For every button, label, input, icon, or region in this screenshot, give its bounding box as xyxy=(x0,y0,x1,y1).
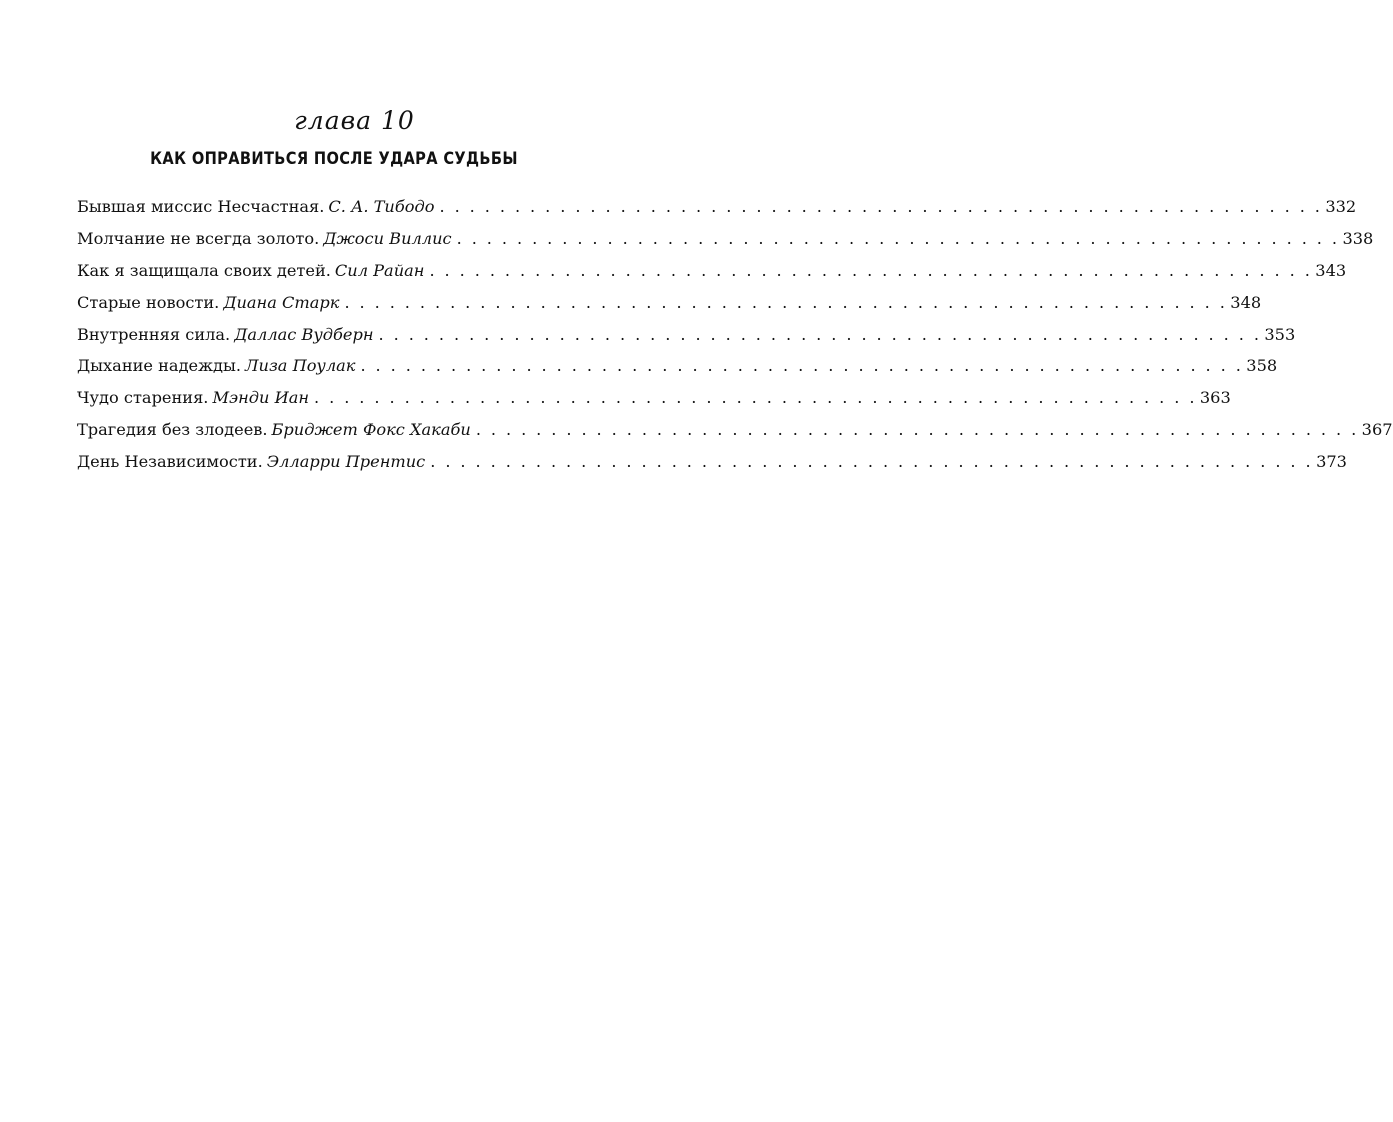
entry-page: 358 xyxy=(1246,356,1278,376)
entry-author: С. А. Тибодо xyxy=(328,197,435,216)
toc-entry[interactable] xyxy=(77,223,1374,255)
toc-entry[interactable] xyxy=(77,255,1347,287)
entry-title: Чудо старения. xyxy=(77,388,209,408)
entry-author: Элларри Прентис xyxy=(266,452,426,472)
toc-entry[interactable] xyxy=(77,319,1296,351)
dot-leader: . . . . . . . . . . . . . . . . . . . . . . . . . . . . . . . . . . . . . . . . . . . . . . . . . . . . . . . . . . . xyxy=(475,420,1359,440)
dot-leader: . . . . . . . . . . . . . . . . . . . . . . . . . . . . . . . . . . . . . . . . . . . . . . . . . . . . . . . . . . . xyxy=(314,388,1197,408)
entry-page: 343 xyxy=(1315,260,1347,280)
entry-title: Бывшая миссис Несчастная. xyxy=(77,197,325,216)
entry-page: 332 xyxy=(1325,197,1357,216)
chapter-label: глава 10 xyxy=(294,106,415,135)
entry-author: Даллас Вудберн xyxy=(234,324,374,344)
dot-leader: . . . . . . . . . . . . . . . . . . . . . . . . . . . . . . . . . . . . . . . . . . . . . . . . . . . . . . . . . . . xyxy=(360,356,1244,376)
entry-title: Внутренняя сила. xyxy=(77,324,231,344)
entry-title: Старые новости. xyxy=(77,292,220,312)
dot-leader: . . . . . . . . . . . . . . . . . . . . . . . . . . . . . . . . . . . . . . . . . . . . . . . . . . . . . . . . . . . xyxy=(344,292,1228,312)
entry-title: Как я защищала своих детей. xyxy=(77,260,331,280)
entry-title: Молчание не всегда золото. xyxy=(77,228,320,248)
entry-author: Лиза Поулак xyxy=(245,356,356,376)
chapter-title: КАК ОПРАВИТЬСЯ ПОСЛЕ УДАРА СУДЬБЫ xyxy=(150,149,518,169)
dot-leader: . . . . . . . . . . . . . . . . . . . . . . . . . . . . . . . . . . . . . . . . . . . . . . . . . . . . . . . . . . . xyxy=(439,197,1323,216)
toc-entry[interactable] xyxy=(77,191,1357,223)
entry-page: 348 xyxy=(1230,292,1262,312)
entry-page: 338 xyxy=(1342,228,1374,248)
dot-leader: . . . . . . . . . . . . . . . . . . . . . . . . . . . . . . . . . . . . . . . . . . . . . . . . . . . . . . . . . . . xyxy=(429,260,1313,280)
entry-title: Дыхание надежды. xyxy=(77,356,242,376)
entry-author: Мэнди Иан xyxy=(212,388,310,408)
entry-author: Бриджет Фокс Хакаби xyxy=(271,420,471,440)
toc-entry[interactable] xyxy=(77,414,1393,446)
toc-entry[interactable] xyxy=(77,287,1262,319)
entry-page: 353 xyxy=(1264,324,1296,344)
entry-title: Трагедия без злодеев. xyxy=(77,420,268,440)
entry-author: Сил Райан xyxy=(334,260,425,280)
entry-title: День Независимости. xyxy=(77,452,263,472)
table-of-contents xyxy=(77,191,1393,478)
entry-page: 363 xyxy=(1199,388,1231,408)
toc-entry[interactable] xyxy=(77,382,1231,414)
toc-entry[interactable] xyxy=(77,350,1278,382)
entry-author: Диана Старк xyxy=(223,292,340,312)
toc-entry[interactable] xyxy=(77,446,1347,478)
entry-page: 373 xyxy=(1316,452,1347,472)
entry-author: Джоси Виллис xyxy=(323,228,452,248)
dot-leader: . . . . . . . . . . . . . . . . . . . . . . . . . . . . . . . . . . . . . . . . . . . . . . . . . . . . . . . . . . . xyxy=(430,452,1314,472)
dot-leader: . . . . . . . . . . . . . . . . . . . . . . . . . . . . . . . . . . . . . . . . . . . . . . . . . . . . . . . . . . . xyxy=(378,324,1262,344)
dot-leader: . . . . . . . . . . . . . . . . . . . . . . . . . . . . . . . . . . . . . . . . . . . . . . . . . . . . . . . . . . . xyxy=(456,228,1340,248)
entry-page: 367 xyxy=(1361,420,1393,440)
